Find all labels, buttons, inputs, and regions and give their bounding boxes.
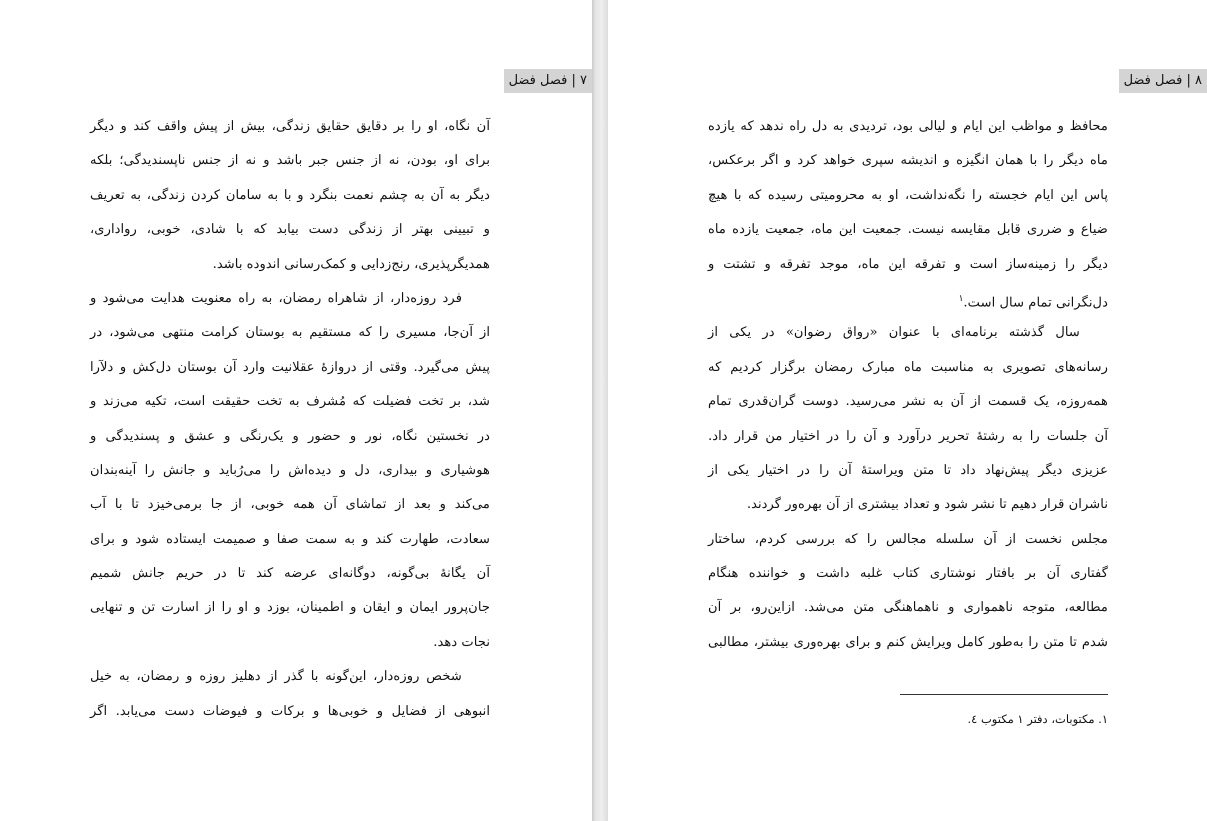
text-line: شدم تا متن را به‌طور کامل ویرایش کنم و برای بهره‌وری بیشتر، مطالبی [708, 634, 1108, 650]
page-gutter [592, 0, 608, 821]
text-line: پاس این ایام خجسته را نگه‌نداشت، او به محرومیتی رسیده که با هیچ [708, 187, 1108, 203]
running-header: ۷ | فصل فضل [504, 69, 592, 93]
text-line: سعادت، طهارت کند و به سمت صفا و صمیمت ایستاده شود و برای [90, 531, 490, 547]
text-line: دیگر به آن به چشم نعمت بنگرد و با به سامان کردن زندگی، به تعریف [90, 187, 490, 203]
footnote: ۱. مکتوبات، دفتر ۱ مکتوب ٤. [967, 712, 1108, 726]
text-line: برای او، بودن، نه از جنس جبر باشد و نه از جنس ناپسندیدگی؛ بلکه [90, 153, 490, 169]
text-line: شد، بر تخت فضیلت که مُشرف به تخت حقیقت است، تکیه می‌زند و [90, 394, 490, 410]
text-line: مجلس نخست از آن سلسله مجالس را که بررسی کردم، ساختار [708, 531, 1108, 547]
text-line: ماه دیگر را با همان انگیزه و اندیشه سپری خواهد کرد و اگر برعکس، [708, 153, 1108, 169]
right-page [608, 0, 1207, 821]
text-line: نجات دهد. [433, 634, 490, 650]
text-line: در نخستین نگاه، نور و حضور و یک‌رنگی و عشق و پسندیدگی و [90, 428, 490, 444]
body-text [90, 110, 490, 729]
text-line: محافظ و مواظب این ایام و لیالی بود، تردیدی به دل راه ندهد که یازده [708, 119, 1108, 134]
text-line: ناشران قرار دهیم تا نشر شود و تعداد بیشتری از آن بهره‌ور گردند. [746, 497, 1108, 513]
text-line: جان‌پرور ایمان و ایقان و اطمینان، بوزد و او را از اسارت تن و تنهایی [90, 600, 490, 616]
text-line: گفتاری آن بر بافتار نوشتاری کتاب غلبه داشت و خواننده هنگام [708, 566, 1108, 582]
text-line: شخص روزه‌دار، این‌گونه با گذر از دهلیز روزه و رمضان، به خیل [90, 669, 462, 685]
footnote-divider [900, 694, 1108, 695]
left-page [0, 0, 592, 821]
text-line: دیگر را زمینه‌ساز است و تفرقه این ماه، موجد تفرقه و تشتت و [708, 256, 1108, 272]
text-line: و تبیینی بهتر از زندگی دست بیابد که با شادی، خوبی، رواداری، [90, 222, 490, 238]
text-line: انبوهی از فضایل و خوبی‌ها و برکات و فیوضات دست می‌یابد. اگر [90, 703, 490, 719]
text-line [708, 282, 1108, 316]
text-line: مطالعه، متوجه ناهمواری و ناهماهنگی متن می‌شد. ازاین‌رو، بر آن [708, 600, 1108, 616]
text-line: عزیزی دیگر پیش‌نهاد داد تا متن ویراستهٔ آن را در اختیار یکی از [708, 462, 1108, 478]
running-header: ۸ | فصل فضل [1119, 69, 1207, 93]
text-line: از آن‌جا، مسیری را که مستقیم به بوستان کرامت منتهی می‌شود، در [90, 325, 490, 341]
text-line: آن نگاه، او را بر دقایق حقایق زندگی، بیش از پیش واقف کند و دیگر [90, 119, 490, 134]
text-line: ضیاع و ضرری قابل مقایسه نیست. جمعیت این ماه، جمعیت یازده ماه [708, 222, 1108, 238]
text-line: فرد روزه‌دار، از شاهراه رمضان، به راه معنویت هدایت می‌شود و [90, 290, 462, 306]
body-text [708, 110, 1108, 660]
text-line: آن جلسات را به رشتهٔ تحریر درآورد و آن را در اختیار من قرار داد. [708, 428, 1108, 444]
text-line: آن یگانهٔ بی‌گونه، دوگانه‌ای عرضه کند تا در حریم جانش شمیم [90, 566, 490, 582]
text-line: سال گذشته برنامه‌ای با عنوان «رواق رضوان» در یکی از [708, 325, 1080, 341]
text-line: می‌کند و بعد از تماشای آن همه خوبی، از جا برمی‌خیزد تا با آب [90, 497, 490, 513]
text-line: همه‌روزه، یک قسمت از آن به نشر می‌رسید. دوست گران‌قدری تمام [708, 394, 1108, 410]
footnote-marker: ۱ [958, 293, 964, 304]
text-line: هوشیاری و بیداری، دل و دیده‌اش را می‌رُباید و جانش را آینه‌بندان [90, 462, 490, 478]
text-line: رسانه‌های تصویری به مناسبت ماه مبارک رمضان برگزار کردیم که [708, 359, 1108, 375]
text-line-content: دل‌نگرانی تمام سال است. [963, 295, 1108, 311]
text-line: همدیگرپذیری، رنج‌زدایی و کمک‌رسانی اندوده باشد. [212, 256, 490, 272]
text-line: پیش می‌گیرد. وقتی از دروازهٔ عقلانیت وارد آن بوستان دل‌کش و دلآرا [90, 359, 490, 375]
